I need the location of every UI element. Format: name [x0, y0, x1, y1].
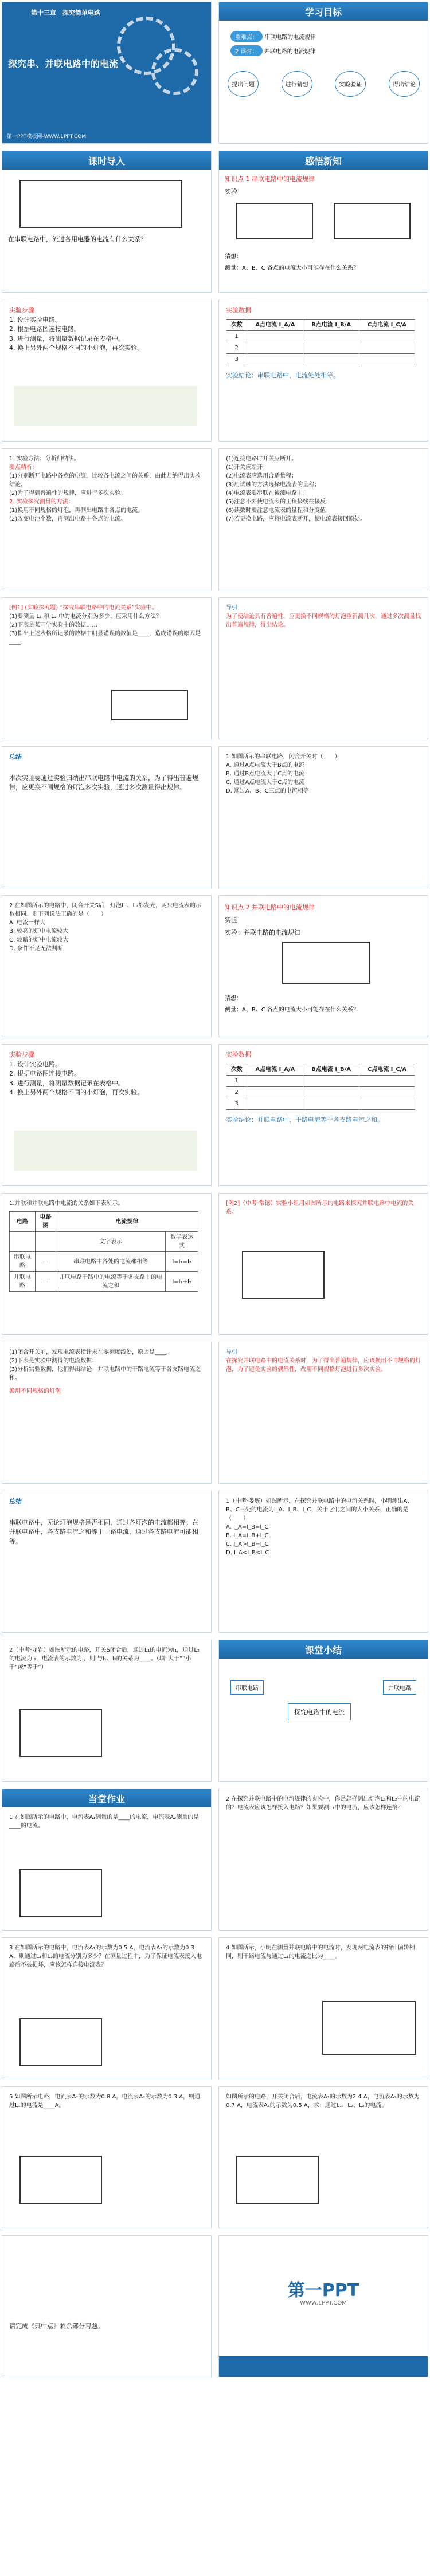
question-line: (1)闭合开关前，发现电流表指针未在零刻度线处，原因是____。 [9, 1349, 173, 1356]
table-header: A点电流 I_A/A [247, 319, 303, 330]
slide-guide1[interactable] [218, 597, 428, 739]
brand-band [219, 2356, 428, 2377]
summary-title: 总结 [9, 1498, 22, 1505]
slide-summary1[interactable] [2, 746, 212, 888]
guide-line: 为了使结论具有普遍性，应更换不同规格的灯泡重新测几次，通过多次测量找出普遍规律，得出结论。 [226, 613, 421, 628]
circuit-diagram [111, 690, 188, 720]
experiment-question: 实验：并联电路的电流规律 [225, 929, 300, 936]
note-line: (3)用试触的方法选择电流表的量程； [226, 482, 320, 488]
flow-step: 进行猜想 [282, 71, 312, 97]
note-line: (1)开关应断开； [226, 464, 269, 471]
slide-guide2[interactable] [218, 1342, 428, 1484]
end-content [2, 2236, 211, 2337]
practice-question: 1（中考·娄底）如图所示，在探究并联电路中的电流关系时，小明测出A、B、C三处的电流为I_A、I_B、I_C，关于它们之间的大小关系，正确的是（ ） [226, 1498, 413, 1522]
flow-steps [228, 71, 420, 97]
circuit-diagram [242, 1251, 325, 1299]
data-title: 实验数据 [226, 306, 251, 314]
slide-class-summary[interactable] [218, 1640, 428, 1782]
note-line: (4)电流表要串联在被测电路中； [226, 490, 309, 497]
table-header: 电路图 [35, 1212, 56, 1232]
hw-content [219, 1938, 428, 1967]
hw-question: 1 在如图所示的电路中，电流表A₁测量的是____的电流，电流表A₂测量的是____的电流。 [9, 1814, 200, 1829]
analysis-content [2, 449, 211, 529]
steps-title: 实验步骤 [9, 1051, 34, 1058]
slide-hw5[interactable] [2, 2086, 212, 2228]
hw-question: 2 在探究并联电路中的电流规律的实验中，你是怎样测出灯泡L₁和L₂中的电流的？电流表应该怎样接入电路？如果要测L₁中的电流，应该怎样连接？ [226, 1796, 420, 1811]
table-header: C点电流 I_C/A [359, 319, 415, 330]
steps-title: 实验步骤 [9, 306, 34, 314]
table-cell[interactable] [359, 1098, 415, 1109]
example-line: (2)下表是某同学实验中的数据…… [9, 622, 98, 628]
slide-data-table2[interactable] [218, 1044, 428, 1186]
table-cell: 3 [226, 1098, 247, 1109]
table-cell[interactable] [303, 1098, 359, 1109]
table-cell[interactable] [247, 1086, 303, 1098]
conclusion-text: 实验结论：并联电路中，干路电流等于各支路电流之和。 [226, 1116, 384, 1124]
hw-content [2, 1807, 211, 1836]
flow-step: 实验验证 [335, 71, 366, 97]
objective-text: 并联电路的电流规律 [264, 49, 316, 55]
slide-practice4[interactable] [2, 1640, 212, 1782]
circuit-diagram [19, 1709, 102, 1757]
table-header: C点电流 I_C/A [359, 1064, 415, 1075]
site-label: 第一PPT模板网-WWW.1PPT.COM [7, 134, 87, 140]
practice-content [219, 747, 428, 801]
slide-header: 课时导入 [2, 151, 211, 170]
slide-brand[interactable] [218, 2235, 428, 2377]
table-cell[interactable] [359, 1075, 415, 1086]
answer-text: 换用不同规格的灯泡 [9, 1388, 61, 1395]
circuit-diagram [19, 1869, 102, 1917]
guide-content [219, 1342, 428, 1380]
table-cell[interactable] [247, 1075, 303, 1086]
table-cell[interactable] [247, 353, 303, 365]
step-line: 2. 根据电路图连接电路。 [9, 325, 80, 333]
data-content [219, 1045, 428, 1131]
circuit-diagram [19, 180, 182, 228]
slide-end[interactable] [2, 2235, 212, 2377]
table-cell: 3 [226, 353, 247, 365]
table-header: B点电流 I_B/A [303, 1064, 359, 1075]
slide-question[interactable] [2, 1342, 212, 1484]
slide-steps2[interactable] [2, 1044, 212, 1186]
example-title: [例2]（中考·常德）实验小组用如图所示的电路来探究并联电路中电流的关系。 [226, 1200, 414, 1215]
table-cell[interactable] [303, 1086, 359, 1098]
steps-content [2, 300, 211, 359]
guess-label: 猜想： [225, 995, 242, 1002]
table-cell: I=I₁+I₂ [166, 1272, 198, 1292]
practice-content [2, 896, 211, 959]
hw-question: 4 如图所示，小明在测量并联电路中的电流时，发现两电流表的指针偏转相同，则干路电流与通过L₁的电流之比为____。 [226, 1945, 415, 1960]
slide-hw1[interactable] [2, 1789, 212, 1931]
guide-content [219, 598, 428, 635]
step-line: 1. 设计实验电路。 [9, 316, 61, 324]
table-cell[interactable] [359, 1086, 415, 1098]
guide-title: 导引 [226, 1349, 237, 1356]
table-cell[interactable] [247, 342, 303, 353]
example-line: (1)要测量 L₁ 和 L₂ 中的电流分别为多少，应采用什么方法？ [9, 613, 162, 620]
step-line: 2. 根据电路图连接电路。 [9, 1070, 80, 1077]
circuit-diagram [19, 2018, 102, 2066]
table-cell[interactable] [303, 330, 359, 342]
slide-header: 当堂作业 [2, 1789, 211, 1807]
slide-notes[interactable] [218, 448, 428, 590]
note-line: (5)注意不要使电流表的正负接线柱接反； [226, 499, 332, 505]
guide-line: 在探究并联电路中的电流关系时，为了得出普遍规律，应该换用不同规格的灯泡，为了避免实验的偶然性，改用不同规格灯泡进行多次实验。 [226, 1358, 421, 1373]
step-line: 4. 换上另外两个规格不同的小灯泡，再次实验。 [9, 1089, 143, 1096]
slide-cover[interactable] [2, 2, 212, 144]
slide-hw2[interactable] [218, 1789, 428, 1931]
circuit-diagram [282, 942, 370, 984]
note-line: (2)电流表应选用合适量程； [226, 473, 298, 479]
slide-practice1[interactable] [218, 746, 428, 888]
practice-option[interactable]: A. 电流一样大 [9, 920, 46, 926]
conclusion-text: 实验结论：串联电路中，电流处处相等。 [226, 371, 339, 379]
slide-hw3[interactable] [2, 1937, 212, 2079]
objective-text: 串联电路的电流规律 [264, 34, 316, 41]
practice-option[interactable]: B. 较亮的灯中电流较大 [9, 928, 69, 935]
note-line: (7)若更换电路，应将电流表断开，使电流表接回原处。 [226, 516, 366, 522]
table-header: 电路 [10, 1212, 36, 1232]
objective-item [230, 45, 316, 56]
experiment-label: 实验 [225, 916, 237, 924]
steps-content [2, 1045, 211, 1104]
table-cell: 串联电路 [10, 1252, 36, 1272]
table-cell: 1 [226, 1075, 247, 1086]
table-header: 次数 [226, 1064, 247, 1075]
practice-content [219, 1491, 428, 1563]
analysis-line: 2. 实验探究测量的方法： [9, 499, 74, 505]
practice-option[interactable]: D. I_A<I_B<I_C [226, 1550, 269, 1556]
table-cell: I=I₁=I₂ [166, 1252, 198, 1272]
note-line: (6)读数时要注意电流表的量程和分度值； [226, 507, 332, 514]
knowledge-point: 知识点 1 串联电路中的电流规律 [225, 175, 315, 183]
table-cell: 串联电路中各处的电流都相等 [56, 1252, 166, 1272]
summary-content [2, 1491, 211, 1552]
hw-question: 3 在如图所示的电路中，电流表A₁的示数为0.5 A，电流表A₂的示数为0.3 A，则通过L₁和L₂的电流分别为多少？在测量过程中，为了保证电流表接入电路后不被损坏，应该怎样连接电流表？ [9, 1945, 202, 1968]
guess-label: 猜想： [225, 254, 242, 260]
end-text: 请完成《典中点》剩余部分习题。 [9, 2322, 104, 2330]
practice-option[interactable]: C. 较暗的灯中电流较大 [9, 937, 69, 943]
cover-title: 探究串、并联电路中的电流 [8, 58, 119, 69]
objective-item [230, 31, 316, 42]
circuit-diagram [19, 2156, 102, 2204]
table-cell: 1 [226, 330, 247, 342]
practice-option[interactable]: B. 通过B点电流大于C点的电流 [226, 771, 305, 777]
note-line: (1)连接电路时开关应断开。 [226, 456, 298, 462]
data-content [219, 300, 428, 386]
table-cell: — [35, 1252, 56, 1272]
practice-option[interactable]: D. 通过A、B、C三点的电流相等 [226, 788, 309, 794]
hw-content [2, 2087, 211, 2116]
slide-hw4[interactable] [218, 1937, 428, 2079]
slide-analysis[interactable] [2, 448, 212, 590]
objective-list [230, 31, 316, 56]
knowledge-point: 知识点 2 并联电路中的电流规律 [225, 904, 315, 911]
table-cell[interactable] [359, 330, 415, 342]
summary-line: 本次实验要通过实验归纳出串联电路中电流的关系，为了得出普遍规律，应更换不同规格的灯泡多次实验，通过多次测量得出规律。 [9, 774, 198, 791]
slide-objectives[interactable] [218, 2, 428, 144]
slide-knowledge2[interactable] [218, 895, 428, 1037]
summary-line: 串联电路中，无论灯泡规格是否相同，通过各灯泡的电流都相等；在并联电路中，各支路电流之和等于干路电流，通过各支路电流可能相等。 [9, 1518, 198, 1545]
analysis-line: 要点精析： [9, 464, 38, 471]
practice-question: 2 在如图所示的电路中，闭合开关S后，灯泡L₁、L₂都发光，两只电流表的示数相同。则下列说法正确的是（ ） [9, 903, 202, 917]
practice-option[interactable]: A. I_A=I_B=I_C [226, 1524, 269, 1530]
table-cell[interactable] [247, 330, 303, 342]
slide-comparison[interactable] [2, 1193, 212, 1335]
table-cell: 2 [226, 342, 247, 353]
data-table [226, 1064, 415, 1110]
slide-header: 学习目标 [219, 2, 428, 21]
slide-data-table[interactable] [218, 300, 428, 442]
slide-example1[interactable] [2, 597, 212, 739]
circuit-diagram [334, 203, 411, 239]
experiment-photo [14, 386, 197, 426]
table-header: A点电流 I_A/A [247, 1064, 303, 1075]
example-content [2, 598, 211, 652]
comparison-table [9, 1211, 198, 1292]
step-line: 3. 进行测量，将测量数据记录在表格中。 [9, 1079, 124, 1087]
objective-pill: 2 课时： [230, 45, 263, 56]
practice-option[interactable]: C. I_A>I_B=I_C [226, 1541, 269, 1547]
circuit-diagram [236, 203, 313, 239]
chapter-label: 第十三章 探究简单电路 [31, 9, 100, 17]
table-cell[interactable] [303, 1075, 359, 1086]
practice-option[interactable]: C. 通过A点电流大于C点的电流 [226, 779, 305, 786]
objective-pill: 重难点： [230, 31, 263, 42]
intro-question: 在串联电路中，流过各用电器的电流有什么关系？ [8, 235, 147, 243]
brand-site: WWW.1PPT.COM [300, 2300, 347, 2306]
practice-question: 1 如图所示的串联电路，闭合开关时（ ） [226, 754, 341, 760]
table-header: 电流规律 [56, 1212, 198, 1232]
question-content [2, 1342, 211, 1401]
table-cell[interactable] [359, 353, 415, 365]
circuit-diagram [236, 2156, 319, 2204]
slide-summary2[interactable] [2, 1491, 212, 1633]
table-cell[interactable] [247, 1098, 303, 1109]
slide-hw6[interactable] [218, 2086, 428, 2228]
experiment-label: 实验 [225, 188, 237, 195]
question-line: (2)下表是实验中测得的电流数据： [9, 1358, 98, 1364]
practice-option[interactable]: D. 条件不足无法判断 [9, 946, 64, 952]
flow-step: 提出问题 [228, 71, 259, 97]
hw-question: 5 如图所示电路，电流表A₁的示数为0.8 A，电流表A₂的示数为0.3 A，则通过L₁的电流是____A。 [9, 2094, 201, 2109]
slide-example2[interactable] [218, 1193, 428, 1335]
practice-option[interactable]: B. I_A=I_B+I_C [226, 1533, 269, 1539]
summary-title: 总结 [9, 753, 22, 761]
comparison-title: 1.并联和并联电路中电流的关系如下表所示。 [9, 1200, 124, 1207]
ammeter-diagram [322, 2001, 416, 2055]
hw-content [2, 1938, 211, 1975]
slide-practice3[interactable] [218, 1491, 428, 1633]
table-cell: 文字表示 [56, 1232, 166, 1252]
slide-header: 课堂小结 [219, 1640, 428, 1659]
table-cell: 并联电路干路中的电流等于各支路中的电流之和 [56, 1272, 166, 1292]
gear-icon [151, 48, 198, 95]
analysis-line: (1)分别断开电路中各点的电流，比较各电流之间的关系，由此归纳得出实验结论。 [9, 473, 201, 488]
practice-content [2, 1640, 211, 1677]
notes-content [219, 449, 428, 529]
table-cell[interactable] [359, 342, 415, 353]
guide-title: 导引 [226, 605, 237, 611]
comparison-content [2, 1194, 211, 1298]
table-cell: 2 [226, 1086, 247, 1098]
step-line: 4. 换上另外两个规格不同的小灯泡，再次实验。 [9, 344, 143, 352]
flow-step: 得出结论 [389, 71, 420, 97]
experiment-photo [14, 1131, 197, 1171]
step-line: 3. 进行测量，将测量数据记录在表格中。 [9, 334, 124, 342]
table-header: 次数 [226, 319, 247, 330]
table-cell: 数学表达式 [166, 1232, 198, 1252]
slide-practice2[interactable] [2, 895, 212, 1037]
table-cell[interactable] [303, 353, 359, 365]
data-title: 实验数据 [226, 1051, 251, 1058]
measure-text: 测量：A、B、C 各点的电流大小可能存在什么关系？ [225, 1007, 359, 1013]
summary-center: 探究电路中的电流 [288, 1703, 351, 1720]
measure-text: 测量：A、B、C 各点的电流大小可能存在什么关系？ [225, 265, 359, 271]
analysis-line: 1. 实验方法：分析归纳法。 [9, 456, 80, 462]
summary-node: 串联电路 [230, 1680, 264, 1695]
practice-question: 2（中考·龙岩）如图所示的电路，开关S闭合后，通过L₁的电流为I₁，通过L₂的电流为I₂，电流表的示数为I，则I与I₁、I₂的关系为____。（填“大于”“小于”或“等于”） [9, 1647, 200, 1671]
slide-intro[interactable] [2, 151, 212, 293]
step-line: 1. 设计实验电路。 [9, 1060, 61, 1068]
slide-new-knowledge[interactable] [218, 151, 428, 293]
summary-content [2, 747, 211, 798]
example-line: (3)指出上述表格所记录的数据中明显错误的数值是____，造成错误的原因是____。 [9, 631, 201, 645]
analysis-line: (2)改变电池个数，再测出电路中各点的电流。 [9, 516, 127, 522]
analysis-line: (1)换用不同规格的灯泡，再测出电路中各点的电流。 [9, 507, 144, 514]
data-table [226, 319, 415, 365]
summary-node: 并联电路 [383, 1680, 416, 1695]
table-cell: — [35, 1272, 56, 1292]
example-content [219, 1194, 428, 1222]
hw-content [219, 2087, 428, 2116]
brand-logo: 第一PPT [287, 2280, 359, 2301]
table-cell[interactable] [303, 342, 359, 353]
hw-question: 如图所示的电路，开关闭合后，电流表A₁的示数为2.4 A，电流表A₂的示数为0.7 A，电流表A₃的示数为0.5 A，求：通过L₁、L₂、L₃的电流。 [226, 2094, 420, 2109]
practice-option[interactable]: A. 通过A点电流大于B点的电流 [226, 762, 304, 769]
hw-content [219, 1789, 428, 1818]
table-cell: 并联电路 [10, 1272, 36, 1292]
analysis-line: (2)为了得到普遍性的规律，应进行多次实验。 [9, 490, 127, 497]
slide-steps[interactable] [2, 300, 212, 442]
slide-header: 感悟新知 [219, 151, 428, 170]
example-title: [例1] (实验探究题) “探究串联电路中的电流关系”实验中。 [9, 605, 158, 611]
table-header: B点电流 I_B/A [303, 319, 359, 330]
question-line: (3)分析实验数据，他们得出结论：并联电路中的干路电流等于各支路电流之和。 [9, 1366, 201, 1381]
